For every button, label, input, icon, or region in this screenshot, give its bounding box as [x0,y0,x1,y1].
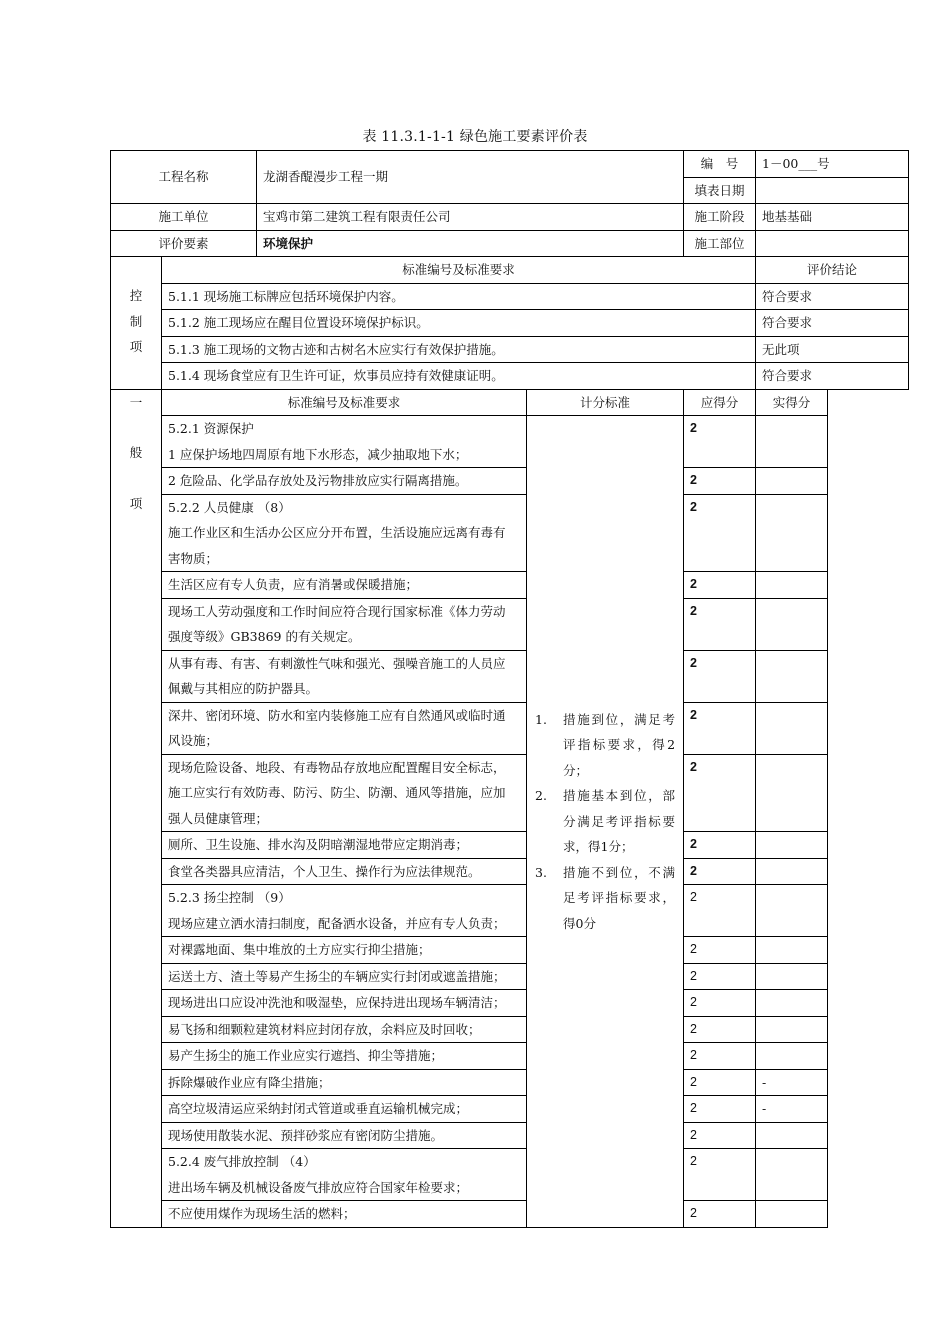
control-side-char: 制 [129,313,143,329]
due-score: 2 [684,1122,756,1149]
actual-score[interactable]: - [756,1069,828,1096]
general-standard-text [162,416,527,468]
standard-line: 厕所、卫生设施、排水沟及阴暗潮湿地带应定期消毒； [168,837,469,852]
control-col-conclusion: 评价结论 [756,257,909,284]
general-row [111,1122,909,1149]
due-score: 2 [684,598,756,650]
standard-line: 运送土方、渣土等易产生扬尘的车辆应实行封闭或遮盖措施； [168,968,506,984]
general-standard-text [162,1096,527,1123]
control-standard-text: 5.1.1 现场施工标牌应包括环境保护内容。 [162,283,756,310]
standard-line: 佩戴与其相应的防护器具。 [168,681,319,696]
scoring-rule-text: 措施基本到位，部分满足考评指标要求，得1分； [563,788,676,854]
due-score: 2 [684,858,756,885]
scoring-rule-num: 3. [535,864,547,880]
control-col-standard: 标准编号及标准要求 [162,257,756,284]
standard-line: 食堂各类器具应清洁，个人卫生、操作行为应法律规范。 [168,863,481,879]
general-col-scoring: 计分标准 [527,389,684,416]
general-row [111,963,909,990]
control-standard-text: 5.1.2 施工现场应在醒目位置设环境保护标识。 [162,310,756,337]
due-score: 2 [684,1016,756,1043]
actual-score[interactable] [756,1016,828,1043]
due-score: 2 [684,963,756,990]
element-label: 评价要素 [111,230,257,257]
standard-line: 生活区应有专人负责，应有消暑或保暖措施； [168,577,419,592]
general-standard-text [162,1016,527,1043]
general-row [111,885,909,937]
actual-score[interactable] [756,1201,828,1228]
general-row [111,650,909,702]
standard-line: 高空垃圾清运应采纳封闭式管道或垂直运输机械完成； [168,1101,469,1116]
standard-line: 现场使用散装水泥、预拌砂浆应有密闭防尘措施。 [168,1127,444,1143]
standard-line: 拆除爆破作业应有降尘措施； [168,1074,331,1090]
general-row [111,990,909,1017]
due-score: 2 [684,832,756,859]
general-standard-text [162,494,527,572]
general-side-char: 项 [129,495,143,511]
general-side-char: 般 [129,445,143,460]
control-side-char: 项 [129,339,143,354]
element-value: 环境保护 [257,230,684,257]
due-score: 2 [684,885,756,937]
general-row [111,572,909,599]
standard-line: 从事有毒、有害、有刺激性气味和强光、强噪音施工的人员应 [168,655,506,671]
general-row [111,1201,909,1228]
standard-line: 5.2.4 废气排放控制 （4） [168,1154,316,1169]
due-score: 2 [684,572,756,599]
standard-line: 5.2.1 资源保护 [168,421,254,436]
general-row [111,598,909,650]
actual-score[interactable] [756,937,828,964]
actual-score[interactable] [756,416,828,468]
due-score: 2 [684,937,756,964]
unit-value: 宝鸡市第二建筑工程有限责任公司 [257,204,684,231]
due-score: 2 [684,468,756,495]
standard-line: 5.2.2 人员健康 （8） [168,499,291,515]
actual-score[interactable] [756,885,828,937]
general-standard-text [162,937,527,964]
actual-score[interactable] [756,1043,828,1070]
general-col-actual: 实得分 [756,389,828,416]
scoring-rule-num: 2. [535,788,547,803]
scoring-rule-num: 1. [535,711,547,727]
general-row [111,858,909,885]
unit-label: 施工单位 [111,204,257,231]
stage-label: 施工阶段 [684,204,756,231]
number-value: 1－00___号 [756,151,909,178]
actual-score[interactable] [756,702,828,754]
general-standard-text [162,650,527,702]
due-score: 2 [684,754,756,832]
general-row [111,937,909,964]
general-row [111,832,909,859]
due-score: 2 [684,1096,756,1123]
general-col-standard: 标准编号及标准要求 [162,389,527,416]
scoring-rule-text: 措施不到位，不满足考评指标要求，得0分 [563,864,676,931]
standard-line: 风设施； [168,733,219,748]
control-conclusion: 符合要求 [756,363,909,390]
due-score: 2 [684,1043,756,1070]
control-side-label [111,257,162,390]
general-row [111,494,909,572]
due-score: 2 [684,1149,756,1201]
standard-line: 现场工人劳动强度和工作时间应符合现行国家标准《体力劳动 [168,603,506,619]
control-row [111,336,909,363]
general-side-char: 一 [129,394,143,410]
location-value[interactable] [756,230,909,257]
actual-score[interactable] [756,650,828,702]
due-score: 2 [684,416,756,468]
scoring-rule-item [535,860,675,937]
actual-score[interactable] [756,858,828,885]
standard-line: 进出场车辆及机械设备废气排放应符合国家年检要求； [168,1179,469,1195]
general-standard-text [162,1149,527,1201]
control-standard-text: 5.1.4 现场食堂应有卫生许可证，炊事员应持有效健康证明。 [162,363,756,390]
control-conclusion: 符合要求 [756,310,909,337]
general-standard-text [162,572,527,599]
general-standard-text [162,963,527,990]
due-score: 2 [684,1201,756,1228]
scoring-rule-item [535,707,675,784]
actual-score[interactable] [756,1149,828,1201]
control-conclusion: 符合要求 [756,283,909,310]
general-standard-text [162,468,527,495]
standard-line: 施工作业区和生活办公区应分开布置，生活设施应远离有毒有 [168,525,506,540]
fill-date-value[interactable] [756,177,909,204]
general-standard-text [162,1069,527,1096]
due-score: 2 [684,990,756,1017]
scoring-rules [527,416,684,1228]
project-name-value: 龙湖香醍漫步工程一期 [257,151,684,204]
general-row [111,1149,909,1201]
general-row [111,1016,909,1043]
standard-line: 不应使用煤作为现场生活的燃料； [168,1206,356,1221]
actual-score[interactable] [756,963,828,990]
actual-score[interactable] [756,598,828,650]
fill-date-label: 填表日期 [684,177,756,204]
standard-line: 现场应建立洒水清扫制度，配备洒水设备，并应有专人负责； [168,915,506,931]
standard-line: 强度等级》GB3869 的有关规定。 [168,629,361,644]
general-side-label [111,389,162,1227]
scoring-rule-text: 措施到位，满足考评指标要求，得2分； [563,711,676,778]
scoring-rule-item [535,783,675,860]
standard-line: 害物质； [168,550,219,566]
standard-line: 强人员健康管理； [168,810,269,826]
actual-score[interactable] [756,572,828,599]
actual-score[interactable]: - [756,1096,828,1123]
due-score: 2 [684,494,756,572]
actual-score[interactable] [756,468,828,495]
control-conclusion: 无此项 [756,336,909,363]
number-label: 编 号 [684,151,756,178]
actual-score[interactable] [756,754,828,832]
location-label: 施工部位 [684,230,756,257]
project-name-label: 工程名称 [111,151,257,204]
general-standard-text [162,754,527,832]
due-score: 2 [684,650,756,702]
general-row [111,468,909,495]
standard-line: 对裸露地面、集中堆放的土方应实行抑尘措施； [168,942,431,957]
stage-value: 地基基础 [756,204,909,231]
general-standard-text [162,598,527,650]
general-standard-text [162,858,527,885]
control-standard-text: 5.1.3 施工现场的文物古迹和古树名木应实行有效保护措施。 [162,336,756,363]
standard-line: 易产生扬尘的施工作业应实行遮挡、抑尘等措施； [168,1048,444,1063]
control-row [111,363,909,390]
general-row [111,1069,909,1096]
general-row [111,754,909,832]
page-title: 表 11.3.1-1-1 绿色施工要素评价表 [362,129,588,145]
evaluation-table [110,150,909,1228]
control-side-char: 控 [129,288,143,303]
control-row [111,283,909,310]
control-row [111,310,909,337]
actual-score[interactable] [756,832,828,859]
standard-line: 1 应保护场地四周原有地下水形态，减少抽取地下水； [168,446,468,462]
standard-line: 易飞扬和细颗粒建筑材料应封闭存放，余料应及时回收； [168,1021,481,1037]
general-row [111,1096,909,1123]
standard-line: 现场进出口应设冲洗池和吸湿垫，应保持进出现场车辆清洁； [168,995,506,1010]
general-standard-text [162,832,527,859]
general-standard-text [162,1122,527,1149]
general-standard-text [162,1043,527,1070]
actual-score[interactable] [756,990,828,1017]
general-standard-text [162,1201,527,1228]
standard-line: 现场危险设备、地段、有毒物品存放地应配置醒目安全标志， [168,759,506,775]
standard-line: 施工应实行有效防毒、防污、防尘、防潮、通风等措施，应加 [168,785,506,800]
general-row [111,1043,909,1070]
standard-line: 深井、密闭环境、防水和室内装修施工应有自然通风或临时通 [168,707,506,723]
actual-score[interactable] [756,1122,828,1149]
standard-line: 5.2.3 扬尘控制 （9） [168,890,291,905]
due-score: 2 [684,702,756,754]
due-score: 2 [684,1069,756,1096]
general-standard-text [162,990,527,1017]
general-standard-text [162,885,527,937]
actual-score[interactable] [756,494,828,572]
general-col-due: 应得分 [684,389,756,416]
standard-line: 2 危险品、化学品存放处及污物排放应实行隔离措施。 [168,473,468,488]
general-row [111,702,909,754]
general-row [111,416,909,468]
general-standard-text [162,702,527,754]
